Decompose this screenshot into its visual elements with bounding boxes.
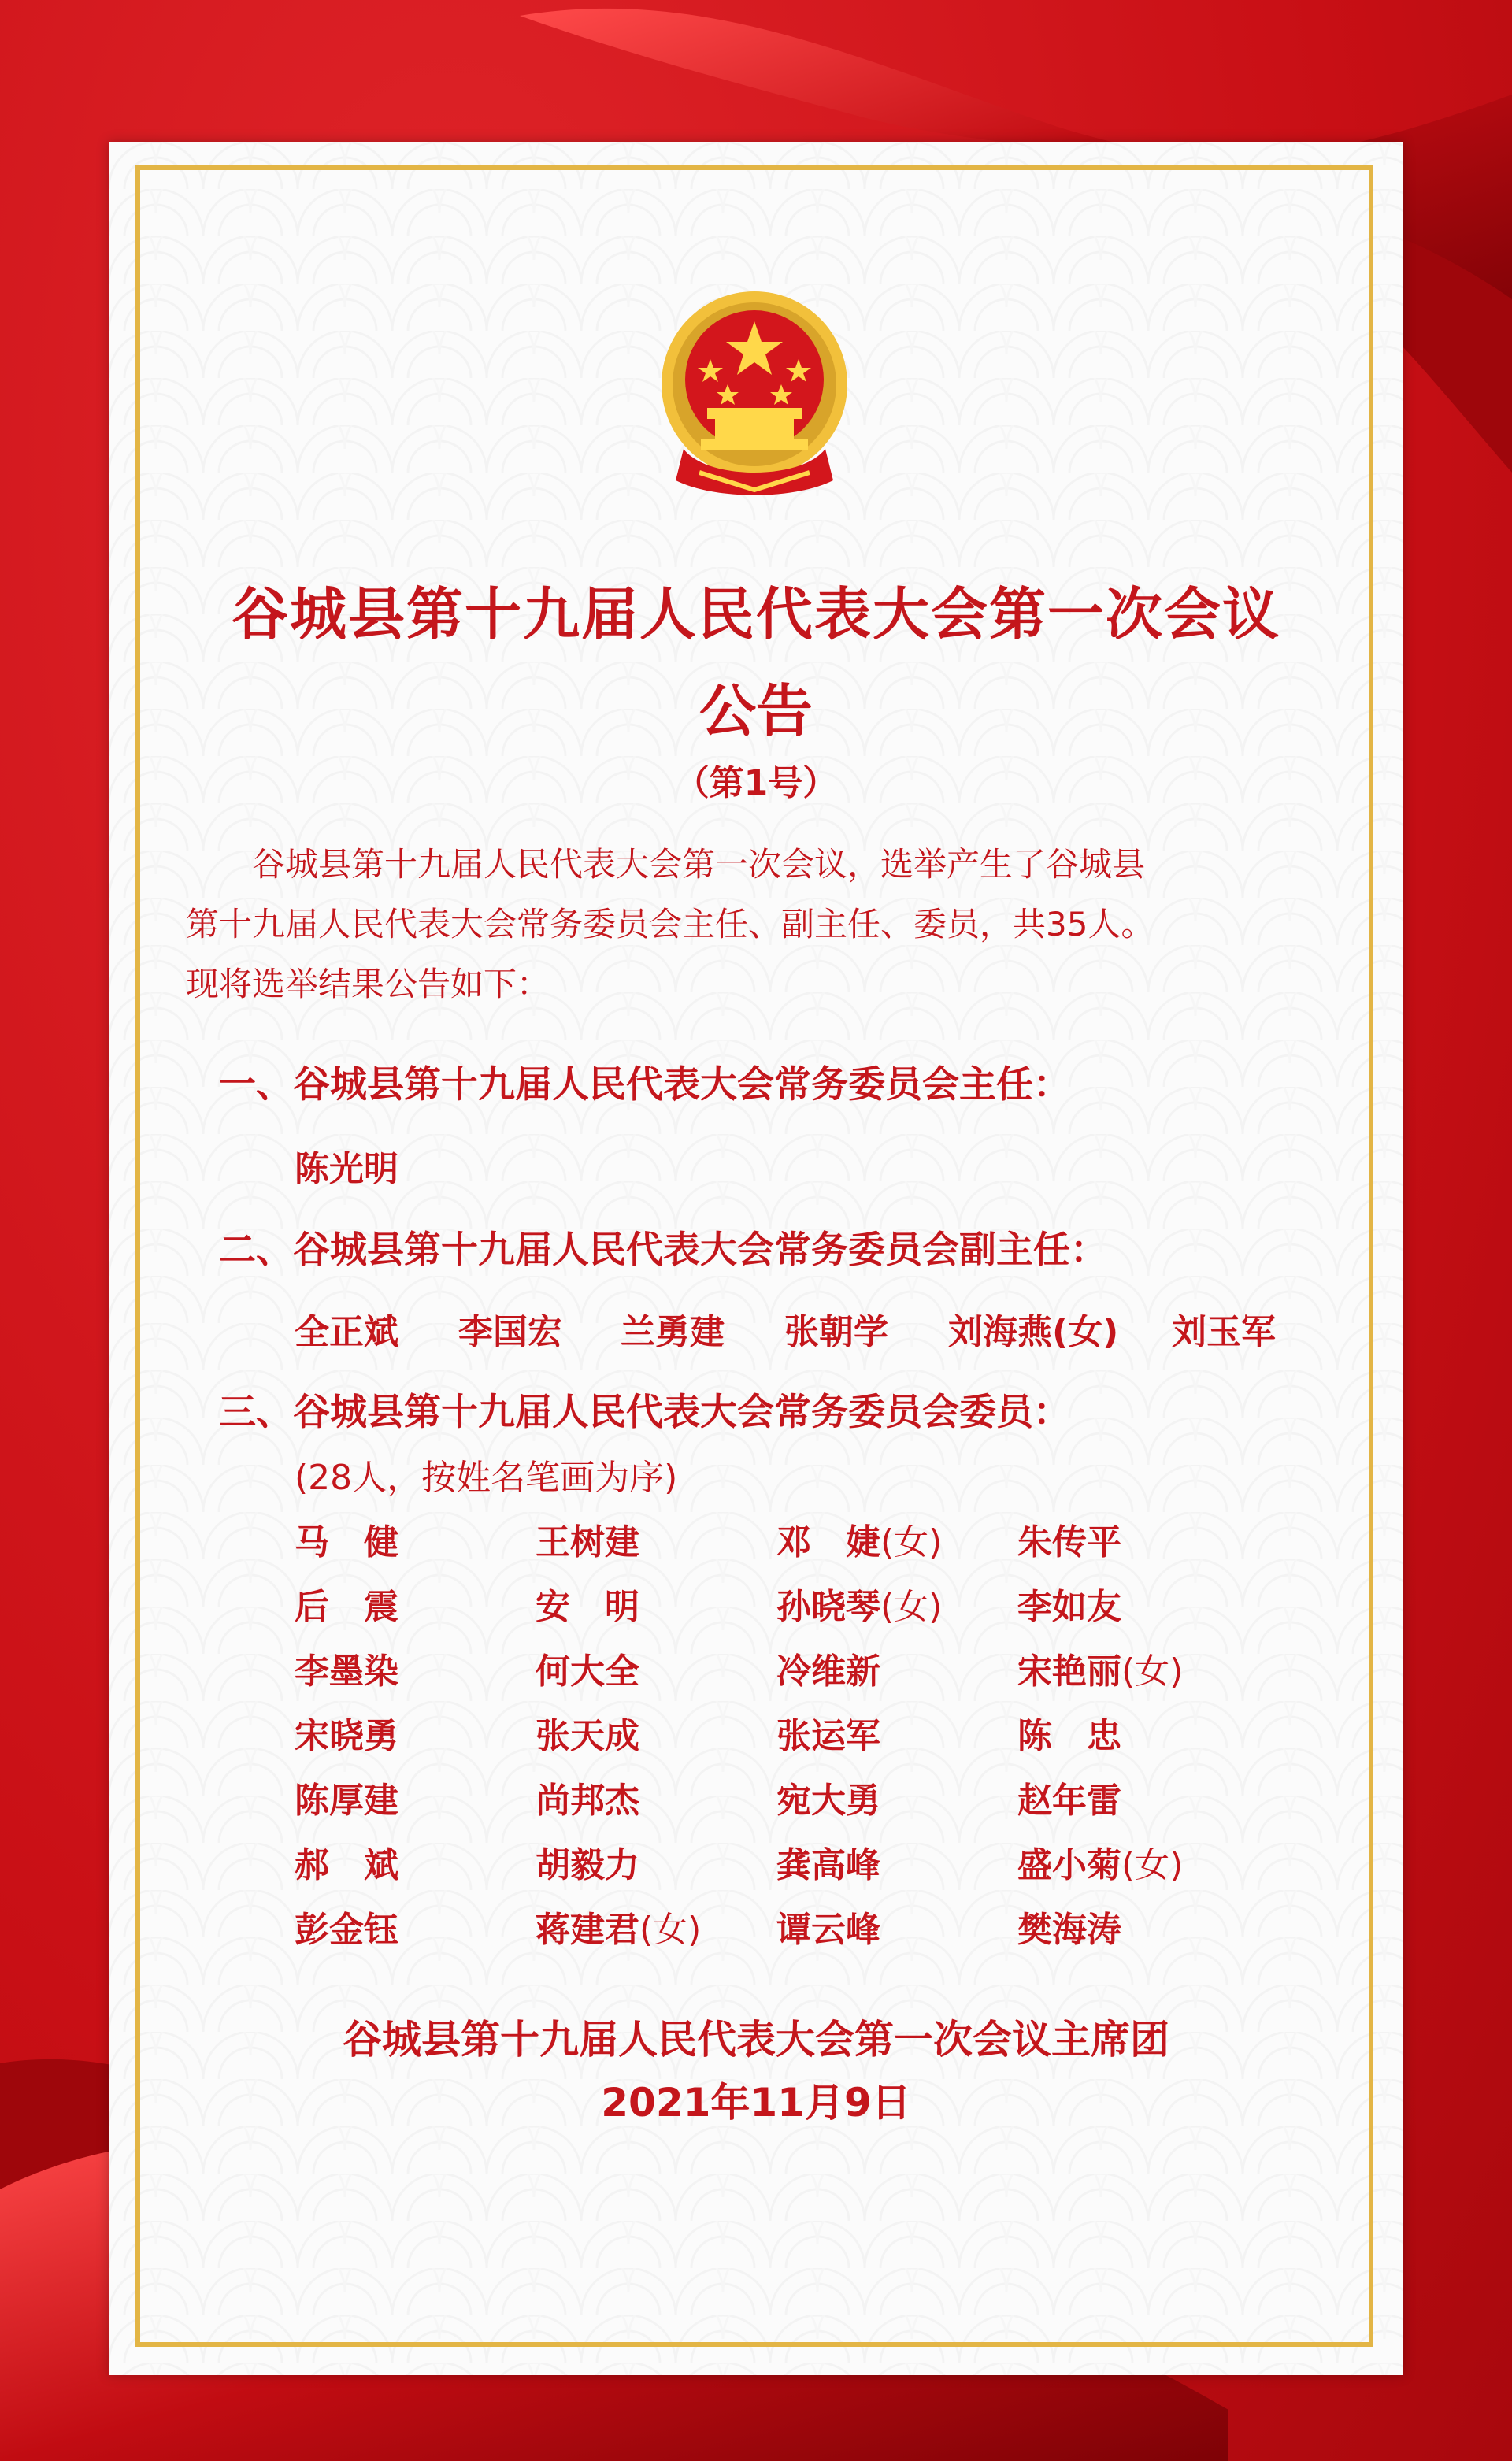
- announcement-title: 谷城县第十九届人民代表大会第一次会议: [231, 581, 1280, 647]
- member-name: 龚高峰: [776, 1845, 880, 1885]
- member-name: 陈厚建: [295, 1781, 398, 1821]
- member-name: 后 震: [295, 1587, 398, 1627]
- deputy-name: 兰勇建: [621, 1312, 724, 1352]
- announcement-subtitle: 公告: [699, 678, 813, 744]
- intro-paragraph: [186, 835, 1336, 1014]
- member-name: 彭金钰: [295, 1910, 398, 1950]
- member-name: 尚邦杰: [536, 1781, 639, 1821]
- deputy-name: 李国宏: [458, 1312, 562, 1352]
- footer-organization: 谷城县第十九届人民代表大会第一次会议主席团: [343, 2017, 1169, 2063]
- footer-date: 2021年11月9日: [601, 2080, 911, 2126]
- section-1-heading: 一、谷城县第十九届人民代表大会常务委员会主任：: [219, 1063, 1070, 1106]
- director-name: 陈光明: [295, 1149, 398, 1189]
- member-name: 郝 斌: [295, 1845, 398, 1885]
- member-name: 邓 婕(女): [776, 1522, 943, 1562]
- member-name: 马 健: [295, 1522, 398, 1562]
- member-name: 赵年雷: [1017, 1781, 1121, 1821]
- member-name: 安 明: [536, 1587, 639, 1627]
- intro-line-3: 现将选举结果公告如下：: [186, 965, 550, 1003]
- member-name: 李如友: [1017, 1587, 1121, 1627]
- member-name: 蒋建君(女): [536, 1910, 702, 1950]
- member-name: 张天成: [536, 1716, 639, 1756]
- intro-line-2: 第十九届人民代表大会常务委员会主任、副主任、委员，共35人。: [186, 905, 1154, 943]
- member-name: 谭云峰: [776, 1910, 880, 1950]
- deputy-name: 刘海燕(女): [948, 1312, 1119, 1352]
- member-name: 朱传平: [1017, 1522, 1121, 1562]
- intro-line-1: 谷城县第十九届人民代表大会第一次会议，选举产生了谷城县: [252, 845, 1146, 884]
- member-name: 胡毅力: [536, 1845, 639, 1885]
- member-name: 张运军: [776, 1716, 880, 1756]
- member-name: 宛大勇: [776, 1781, 880, 1821]
- member-name: 孙晓琴(女): [776, 1587, 943, 1627]
- deputy-name: 张朝学: [784, 1312, 888, 1352]
- member-name: 盛小菊(女): [1017, 1845, 1184, 1885]
- national-emblem-icon: [652, 284, 857, 496]
- member-count-note: (28人，按姓名笔画为序): [295, 1458, 678, 1498]
- announcement-number: （第1号）: [674, 763, 838, 803]
- section-2-heading: 二、谷城县第十九届人民代表大会常务委员会副主任：: [219, 1229, 1107, 1272]
- member-name: 王树建: [536, 1522, 639, 1562]
- member-name: 何大全: [536, 1651, 639, 1692]
- member-name: 宋艳丽(女): [1017, 1651, 1184, 1692]
- member-name: 樊海涛: [1017, 1910, 1121, 1950]
- member-name: 冷维新: [776, 1651, 880, 1692]
- member-name: 李墨染: [295, 1651, 398, 1692]
- deputy-name: 刘玉军: [1172, 1312, 1276, 1352]
- deputy-name: 全正斌: [295, 1312, 398, 1352]
- member-name: 宋晓勇: [295, 1716, 398, 1756]
- member-name: 陈 忠: [1017, 1716, 1121, 1756]
- section-3-heading: 三、谷城县第十九届人民代表大会常务委员会委员：: [219, 1391, 1070, 1434]
